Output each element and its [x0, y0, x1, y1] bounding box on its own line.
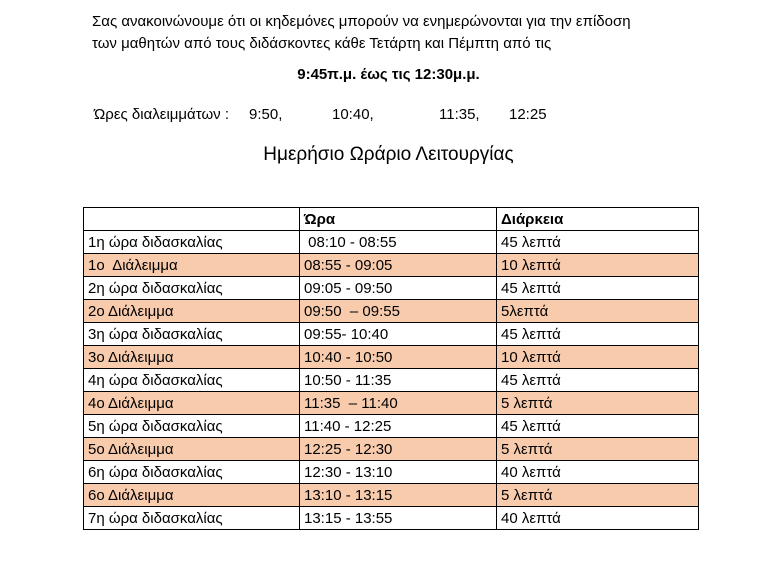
table-row-break — [84, 300, 699, 323]
time-cell: 09:50 – 09:55 — [300, 300, 497, 323]
table-row-lesson — [84, 507, 699, 530]
break-times-label: Ώρες διαλειμμάτων : — [94, 106, 229, 123]
duration-cell: 45 λεπτά — [497, 415, 699, 438]
table-row-break — [84, 392, 699, 415]
schedule-table — [83, 207, 699, 530]
time-cell: 08:10 - 08:55 — [300, 231, 497, 254]
table-row-lesson — [84, 323, 699, 346]
break-time: 10:40, — [332, 106, 374, 123]
table-row-lesson — [84, 461, 699, 484]
break-time: 12:25 — [509, 106, 547, 123]
table-row-break — [84, 346, 699, 369]
duration-cell: 45 λεπτά — [497, 231, 699, 254]
visiting-hours: 9:45π.μ. έως τις 12:30μ.μ. — [297, 66, 480, 83]
period-cell: 6η ώρα διδασκαλίας — [84, 461, 300, 484]
period-cell: 7η ώρα διδασκαλίας — [84, 507, 300, 530]
duration-cell: 5 λεπτά — [497, 438, 699, 461]
period-cell: 2ο Διάλειμμα — [84, 300, 300, 323]
announcement-line-2: των μαθητών από τους διδάσκοντες κάθε Τετάρτη και Πέμπτη από τις — [92, 35, 552, 52]
header-time: Ώρα — [300, 208, 497, 231]
duration-cell: 40 λεπτά — [497, 461, 699, 484]
duration-cell: 40 λεπτά — [497, 507, 699, 530]
table-row-break — [84, 254, 699, 277]
duration-cell: 10 λεπτά — [497, 346, 699, 369]
duration-cell: 5λεπτά — [497, 300, 699, 323]
time-cell: 10:40 - 10:50 — [300, 346, 497, 369]
duration-cell: 45 λεπτά — [497, 369, 699, 392]
period-cell: 5η ώρα διδασκαλίας — [84, 415, 300, 438]
schedule-title: Ημερήσιο Ωράριο Λειτουργίας — [263, 144, 514, 165]
header-period — [84, 208, 300, 231]
period-cell: 4ο Διάλειμμα — [84, 392, 300, 415]
duration-cell: 10 λεπτά — [497, 254, 699, 277]
period-cell: 1η ώρα διδασκαλίας — [84, 231, 300, 254]
period-cell: 6ο Διάλειμμα — [84, 484, 300, 507]
time-cell: 11:35 – 11:40 — [300, 392, 497, 415]
time-cell: 11:40 - 12:25 — [300, 415, 497, 438]
time-cell: 13:15 - 13:55 — [300, 507, 497, 530]
duration-cell: 45 λεπτά — [497, 277, 699, 300]
period-cell: 3η ώρα διδασκαλίας — [84, 323, 300, 346]
period-cell: 3ο Διάλειμμα — [84, 346, 300, 369]
announcement-line-1: Σας ανακοινώνουμε ότι οι κηδεμόνες μπορούν να ενημερώνονται για την επίδοση — [92, 13, 631, 30]
duration-cell: 45 λεπτά — [497, 323, 699, 346]
table-row-break — [84, 438, 699, 461]
time-cell: 09:05 - 09:50 — [300, 277, 497, 300]
time-cell: 13:10 - 13:15 — [300, 484, 497, 507]
table-header-row — [84, 208, 699, 231]
period-cell: 5ο Διάλειμμα — [84, 438, 300, 461]
time-cell: 09:55- 10:40 — [300, 323, 497, 346]
schedule-body — [84, 231, 699, 530]
time-cell: 12:25 - 12:30 — [300, 438, 497, 461]
period-cell: 2η ώρα διδασκαλίας — [84, 277, 300, 300]
table-row-lesson — [84, 277, 699, 300]
break-time: 9:50, — [249, 106, 283, 123]
header-duration: Διάρκεια — [497, 208, 699, 231]
announcement-text — [92, 11, 732, 55]
table-row-break — [84, 484, 699, 507]
duration-cell: 5 λεπτά — [497, 392, 699, 415]
table-row-lesson — [84, 369, 699, 392]
time-cell: 08:55 - 09:05 — [300, 254, 497, 277]
table-row-lesson — [84, 231, 699, 254]
duration-cell: 5 λεπτά — [497, 484, 699, 507]
time-cell: 10:50 - 11:35 — [300, 369, 497, 392]
period-cell: 4η ώρα διδασκαλίας — [84, 369, 300, 392]
time-cell: 12:30 - 13:10 — [300, 461, 497, 484]
period-cell: 1ο Διάλειμμα — [84, 254, 300, 277]
break-time: 11:35, — [439, 106, 480, 123]
table-row-lesson — [84, 415, 699, 438]
